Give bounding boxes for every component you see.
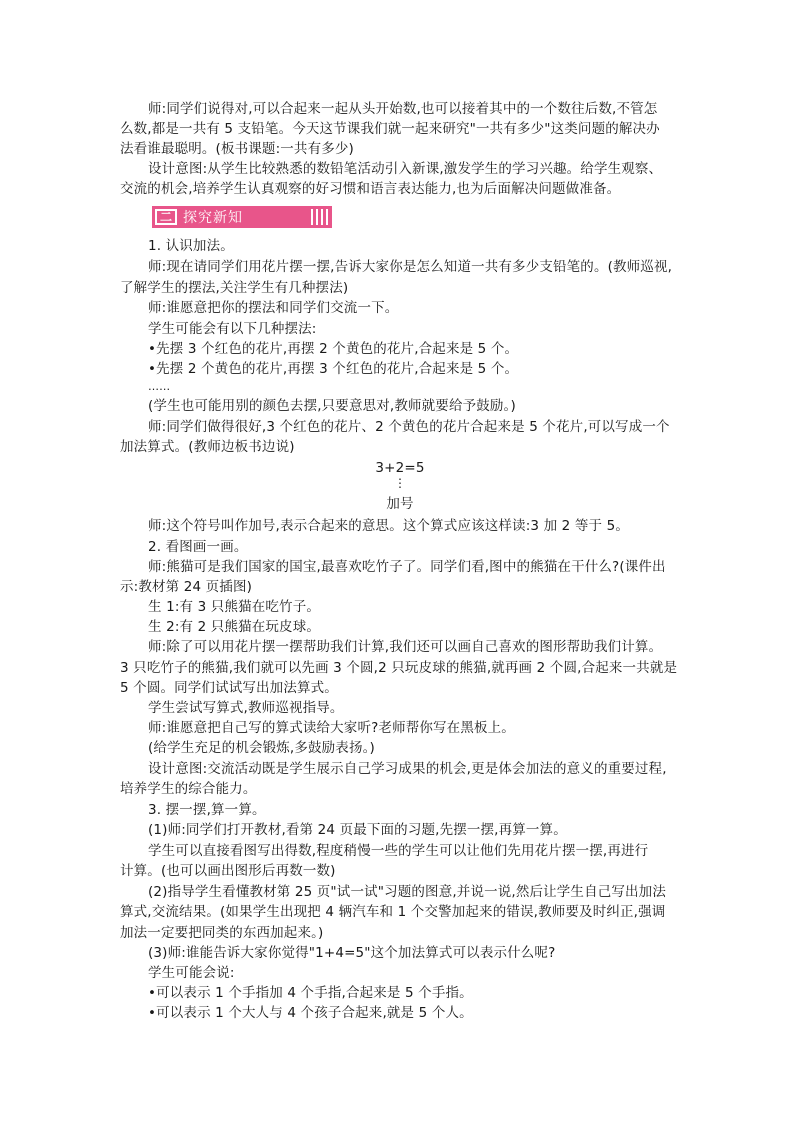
pointer-dots: ⋮ [394,476,406,490]
paragraph-line: (给学生充足的机会锻炼,多鼓励表扬。) [148,740,375,756]
paragraph-line: 学生可能会说: [148,965,235,981]
paragraph-line: 师:除了可以用花片摆一摆帮助我们计算,我们还可以画自己喜欢的图形帮助我们计算。 [148,639,663,655]
paragraph-line: 生 1:有 3 只熊猫在吃竹子。 [148,599,320,615]
paragraph-line: 师:熊猫可是我们国家的国宝,最喜欢吃竹子了。同学们看,图中的熊猫在干什么?(课件出 [148,559,666,575]
ellipsis: …… [148,380,171,393]
paragraph-line: (学生也可能用别的颜色去摆,只要意思对,教师就要给予鼓励。) [148,398,516,414]
section-stripes-decoration [311,209,328,225]
paragraph-line: 算式,交流结果。(如果学生出现把 4 辆汽车和 1 个交警加起来的错误,教师要及时纠正,强调 [120,904,666,920]
paragraph-line: 设计意图:交流活动既是学生展示自己学习成果的机会,更是体会加法的意义的重要过程, [148,761,667,777]
paragraph-line: 师:这个符号叫作加号,表示合起来的意思。这个算式应该这样读:3 加 2 等于 5。 [148,518,629,534]
bullet-item: •先摆 2 个黄色的花片,再摆 3 个红色的花片,合起来是 5 个。 [148,361,519,377]
paragraph-line: 师:同学们说得对,可以合起来一起从头开始数,也可以接着其中的一个数往后数,不管怎 [148,101,658,117]
paragraph-line: 学生尝试写算式,教师巡视指导。 [148,700,344,716]
paragraph-line: 学生可以直接看图写出得数,程度稍慢一些的学生可以让他们先用花片摆一摆,再进行 [148,843,649,859]
equation-label: 加号 [386,496,414,512]
section-number-box [155,209,177,225]
subheading: 2. 看图画一画。 [148,539,248,555]
paragraph-line: 法看谁最聪明。(板书课题:一共有多少) [120,141,354,157]
paragraph-line: 么数,都是一共有 5 支铅笔。今天这节课我们就一起来研究"一共有多少"这类问题的解决办 [120,121,660,137]
subheading: 1. 认识加法。 [148,238,234,254]
paragraph-line: 3 只吃竹子的熊猫,我们就可以先画 3 个圆,2 只玩皮球的熊猫,就再画 2 个圆,合起来一共就是 [120,660,678,676]
paragraph-line: (2)指导学生看懂教材第 25 页"试一试"习题的图意,并说一说,然后让学生自己写出加法 [148,884,666,900]
paragraph-line: 师:谁愿意把你的摆法和同学们交流一下。 [148,300,399,316]
bullet-item: •可以表示 1 个手指加 4 个手指,合起来是 5 个手指。 [148,985,473,1001]
subheading: 3. 摆一摆,算一算。 [148,802,266,818]
paragraph-line: (1)师:同学们打开教材,看第 24 页最下面的习题,先摆一摆,再算一算。 [148,822,567,838]
paragraph-line: 5 个圆。同学们试试写出加法算式。 [120,680,338,696]
paragraph-line: 计算。(也可以画出图形后再数一数) [120,863,336,879]
paragraph-line: 师:同学们做得很好,3 个红色的花片、2 个黄色的花片合起来是 5 个花片,可以写成一个 [148,419,670,435]
paragraph-line: 示:教材第 24 页插图) [120,579,253,595]
paragraph-line: 了解学生的摆法,关注学生有几种摆法) [120,280,349,296]
paragraph-line: 设计意图:从学生比较熟悉的数铅笔活动引入新课,激发学生的学习兴趣。给学生观察、 [148,161,663,177]
paragraph-line: 生 2:有 2 只熊猫在玩皮球。 [148,619,320,635]
paragraph-line: 学生可能会有以下几种摆法: [148,321,317,337]
paragraph-line: 师:现在请同学们用花片摆一摆,告诉大家你是怎么知道一共有多少支铅笔的。(教师巡视, [148,259,673,275]
section-header [152,206,332,228]
bullet-item: •先摆 3 个红色的花片,再摆 2 个黄色的花片,合起来是 5 个。 [148,341,519,357]
section-title: 探究新知 [183,210,243,226]
equation: 3+2=5 [375,460,425,476]
paragraph-line: (3)师:谁能告诉大家你觉得"1+4=5"这个加法算式可以表示什么呢? [148,945,556,961]
paragraph-line: 加法一定要把同类的东西加起来。) [120,925,324,941]
paragraph-line: 师:谁愿意把自己写的算式读给大家听?老师帮你写在黑板上。 [148,720,515,736]
paragraph-line: 培养学生的综合能力。 [120,781,257,797]
paragraph-line: 加法算式。(教师边板书边说) [120,439,295,455]
paragraph-line: 交流的机会,培养学生认真观察的好习惯和语言表达能力,也为后面解决问题做准备。 [120,181,621,197]
section-number: 二 [159,210,172,224]
bullet-item: •可以表示 1 个大人与 4 个孩子合起来,就是 5 个人。 [148,1005,473,1021]
